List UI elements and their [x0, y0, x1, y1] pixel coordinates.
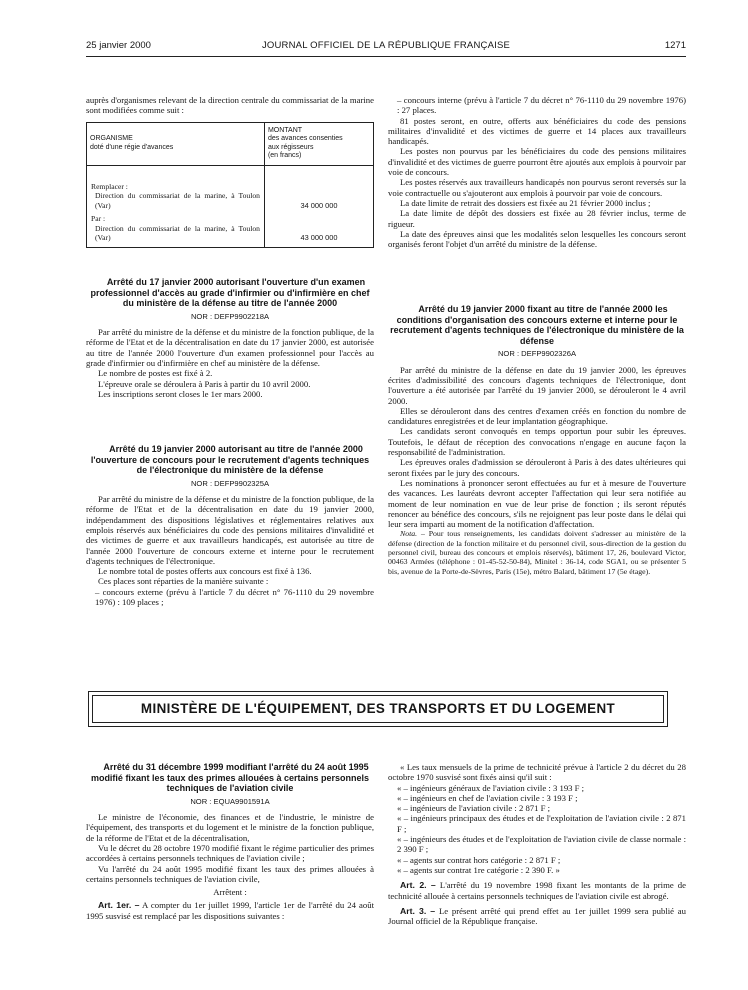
- row-text: Direction du commissariat de la marine, à Toulon (Var): [95, 223, 260, 243]
- article-text: A compter du 1er juillet 1999, l'article 1er de l'arrêté du 24 août 1995 susvisé est remplacé par les dispositions suivantes :: [86, 900, 374, 921]
- list-item: « – ingénieurs de l'aviation civile : 2 871 F ;: [397, 803, 551, 814]
- list-item: « – ingénieurs généraux de l'aviation civile : 3 193 F ;: [397, 782, 585, 793]
- nota-label: Nota. –: [400, 529, 425, 539]
- paragraph: Elles se dérouleront dans des centres d'examen créés en fonction du nombre de candidatures enregistrées et de leur implantation géographique.: [388, 405, 686, 427]
- paragraph: Les postes non pourvus par les bénéficiaires du code des pensions militaires d'invalidité et des victimes de guerre pourront être ajoutés aux emplois à pourvoir par voie de concours.: [388, 146, 686, 178]
- table-intro: auprès d'organismes relevant de la direction centrale du commissariat de la marine sont modifiées comme suit :: [86, 95, 374, 116]
- list-item: « – ingénieurs des études et de l'exploitation de l'aviation civile de classe normale : 2 390 F ;: [397, 834, 686, 855]
- paragraph: Le nombre de postes est fixé à 2.: [98, 368, 213, 379]
- paragraph: Le ministre de l'économie, des finances et de l'industrie, le ministre de l'équipement, des transports et du logement et le ministre de la fonction publique, de la réforme de l'Etat et de la décentralisation,: [86, 812, 374, 843]
- running-header: [86, 40, 686, 54]
- ministry-title: MINISTÈRE DE L'ÉQUIPEMENT, DES TRANSPORTS ET DU LOGEMENT: [140, 701, 616, 716]
- paragraph: La date limite de dépôt des dossiers est fixée au 28 février inclus, terme de rigueur.: [388, 208, 686, 229]
- page-number: 1271: [664, 40, 686, 51]
- arrete-organisation-concours: [388, 304, 686, 576]
- paragraph: 81 postes seront, en outre, offerts aux bénéficiaires du code des pensions militaires d'invalidité et des victimes de guerre et 14 places aux travailleurs handicapés.: [388, 115, 686, 147]
- organisme-table: [86, 122, 374, 248]
- table-row: [87, 210, 265, 247]
- header-rule: [86, 56, 686, 57]
- header-text: (en francs): [267, 152, 302, 160]
- paragraph: Les nominations à prononcer seront effectuées au fur et à mesure de l'ouverture des vacances. Les lauréats devront accepter l'affectation qui leur sera notifiée au moment de leur nomination en vue de leur prise de fonction ; ils seront réputés renoncer au bénéfice des concours, s'ils ne rejoignent pas leur poste dans le délai qui leur sera imparti au moment de la notification d'affectation.: [388, 477, 686, 530]
- arrete-ouverture-concours: [86, 444, 374, 607]
- arrete-aviation-civile-suite: [388, 762, 686, 926]
- article-title: Arrêté du 19 janvier 2000 fixant au titre de l'année 2000 les conditions d'organisation des concours externe et interne pour le recrutement d'agents techniques de l'électronique du ministère de la défense: [390, 304, 684, 346]
- paragraph: L'épreuve orale se déroulera à Paris à partir du 10 avril 2000.: [98, 378, 311, 389]
- article-text: Le présent arrêté qui prend effet au 1er juillet 1999 sera publié au Journal officiel de la République française.: [388, 905, 687, 927]
- header-text: des avances consenties: [267, 135, 343, 143]
- row-label: Remplacer :: [91, 181, 128, 191]
- paragraph: Ces places sont réparties de la manière suivante :: [98, 576, 269, 587]
- article-3: [388, 906, 686, 927]
- list-item: « – agents sur contrat hors catégorie : 2 871 F ;: [397, 854, 561, 865]
- list-item: « – ingénieurs principaux des études et de l'exploitation de l'aviation civile : 2 871 F ;: [397, 813, 686, 834]
- nor-reference: NOR : DEFP9902325A: [190, 478, 270, 488]
- table-row: [87, 165, 265, 210]
- header-text: ORGANISME: [90, 135, 133, 143]
- row-label: Par :: [91, 214, 106, 224]
- paragraph: Les épreuves orales d'admission se dérouleront à Paris à des dates ultérieures qui seront fixées par le jury des concours.: [388, 457, 686, 478]
- article-title: Arrêté du 17 janvier 2000 autorisant l'ouverture d'un examen professionnel d'accès au grade d'infirmier ou d'infirmière en chef du ministère de la défense au titre de l'année 2000: [90, 277, 370, 309]
- journal-title: JOURNAL OFFICIEL DE LA RÉPUBLIQUE FRANÇAISE: [261, 40, 511, 51]
- nor-reference: NOR : DEFP9902218A: [190, 311, 270, 321]
- arrete-infirmier: [86, 277, 374, 399]
- arrete-ouverture-concours-suite: [388, 95, 686, 249]
- article-title: Arrêté du 31 décembre 1999 modifiant l'arrêté du 24 août 1995 modifié fixant les taux des primes allouées à certains personnels techniques de l'aviation civile: [90, 762, 370, 794]
- row-amount: 34 000 000: [264, 165, 373, 210]
- nor-reference: NOR : EQUA9901591A: [190, 796, 270, 806]
- arretent: Arrêtent :: [213, 887, 247, 898]
- paragraph: Par arrêté du ministre de la défense et du ministre de la fonction publique, de la réforme de l'Etat et de la décentralisation en date du 19 janvier 2000, indépendamment des dispositions législatives et réglementaires relatives aux emplois réservés aux bénéficiaires du code des pensions militaires d'invalidité et des victimes de guerre et aux travailleurs handicapés, est autorisée au titre de l'année 2000 l'ouverture de concours externe et interne pour le recrutement d'agents techniques de l'électronique.: [86, 494, 374, 566]
- upper-left-column: [86, 95, 374, 248]
- table-header-montant: [264, 122, 373, 165]
- nota-text: Pour tous renseignements, les candidats doivent s'adresser au ministère de la défense (direction de la fonction militaire et du personnel civil, sous-direction de la gestion du personnel civil, bureau des concours et emplois réservés), bâtiment 17, 26, boulevard Victor, 00463 Armées (téléphone : 01-45-52-50-84), Minitel : 36-14, code SGA1, ou se présenter 5 bis, avenue de la Porte-de-Sèvres, Paris (15e), métro Balard, bâtiment 17 (5e étage).: [388, 529, 687, 576]
- article-label: Art. 1er. –: [98, 900, 140, 911]
- row-amount: 43 000 000: [264, 210, 373, 247]
- ministry-banner: [92, 695, 664, 723]
- paragraph: Les postes réservés aux travailleurs handicapés non pourvus seront reversés sur la voie contractuelle ou s'ajouteront aux emplois à pourvoir par voie de concours.: [388, 177, 686, 198]
- issue-date: 25 janvier 2000: [86, 40, 151, 51]
- article-label: Art. 2. –: [400, 880, 436, 891]
- nor-reference: NOR : DEFP9902326A: [497, 349, 577, 359]
- arrete-aviation-civile: [86, 762, 374, 921]
- article-text: L'arrêté du 19 novembre 1998 fixant les montants de la prime de technicité allouée à certains personnels techniques de l'aviation civile est abrogé.: [388, 880, 687, 901]
- paragraph: Par arrêté du ministre de la défense et du ministre de la fonction publique, de la réforme de l'Etat et de la décentralisation en date du 17 janvier 2000, est autorisée au titre de l'année 2000 l'ouverture d'un examen professionnel pour l'accès au grade d'infirmier ou d'infirmière en chef au ministère de la défense.: [86, 327, 374, 368]
- nota-note: [388, 529, 686, 575]
- article-title: Arrêté du 19 janvier 2000 autorisant au titre de l'année 2000 l'ouverture de concours pour le recrutement d'agents techniques de l'électronique du ministère de la défense: [90, 444, 370, 476]
- paragraph: Les inscriptions seront closes le 1er mars 2000.: [98, 388, 263, 399]
- list-item: – concours interne (prévu à l'article 7 du décret n° 76-1110 du 29 novembre 1976) : 27 places.: [397, 95, 686, 116]
- list-item: « – agents sur contrat 1re catégorie : 2 390 F. »: [397, 864, 560, 875]
- list-item: – concours externe (prévu à l'article 7 du décret n° 76-1110 du 29 novembre 1976) : 109 places ;: [95, 586, 374, 608]
- paragraph: La date des épreuves ainsi que les modalités selon lesquelles les concours seront organisés feront l'objet d'un arrêté du ministre de la défense.: [388, 228, 686, 250]
- paragraph: Les candidats seront convoqués en temps opportun pour subir les épreuves. Toutefois, le défaut de réception des convocations n'engage en aucune façon la responsabilité de l'administration.: [388, 426, 686, 458]
- paragraph: Vu le décret du 28 octobre 1970 modifié fixant le régime particulier des primes accordées à certains personnels techniques de l'aviation civile ;: [86, 842, 374, 864]
- row-text: Direction du commissariat de la marine, à Toulon (Var): [95, 191, 260, 210]
- list-item: « – ingénieurs en chef de l'aviation civile : 3 193 F ;: [397, 792, 578, 803]
- header-text: MONTANT: [267, 126, 303, 134]
- paragraph: La date limite de retrait des dossiers est fixée au 21 février 2000 inclus ;: [400, 197, 651, 208]
- paragraph: Le nombre total de postes offerts aux concours est fixé à 136.: [98, 566, 312, 577]
- table-header-organisme: [87, 122, 265, 165]
- paragraph: Vu l'arrêté du 24 août 1995 modifié fixant les taux des primes allouées à certains personnels techniques de l'aviation civile,: [86, 863, 374, 884]
- article-2: [388, 880, 686, 901]
- paragraph: « Les taux mensuels de la prime de technicité prévue à l'article 2 du décret du 28 octobre 1970 susvisé sont fixés ainsi qu'il suit :: [388, 762, 686, 783]
- paragraph: Par arrêté du ministre de la défense en date du 19 janvier 2000, les épreuves écrites d'admissibilité des concours d'agents techniques de l'électronique, dont l'ouverture a été autorisée par l'arrêté du 19 janvier 2000, se dérouleront le 4 avril 2000.: [388, 364, 686, 406]
- header-text: aux régisseurs: [267, 143, 314, 151]
- article-label: Art. 3. –: [400, 905, 436, 916]
- header-text: doté d'une régie d'avances: [90, 143, 174, 151]
- article-1: [86, 900, 374, 921]
